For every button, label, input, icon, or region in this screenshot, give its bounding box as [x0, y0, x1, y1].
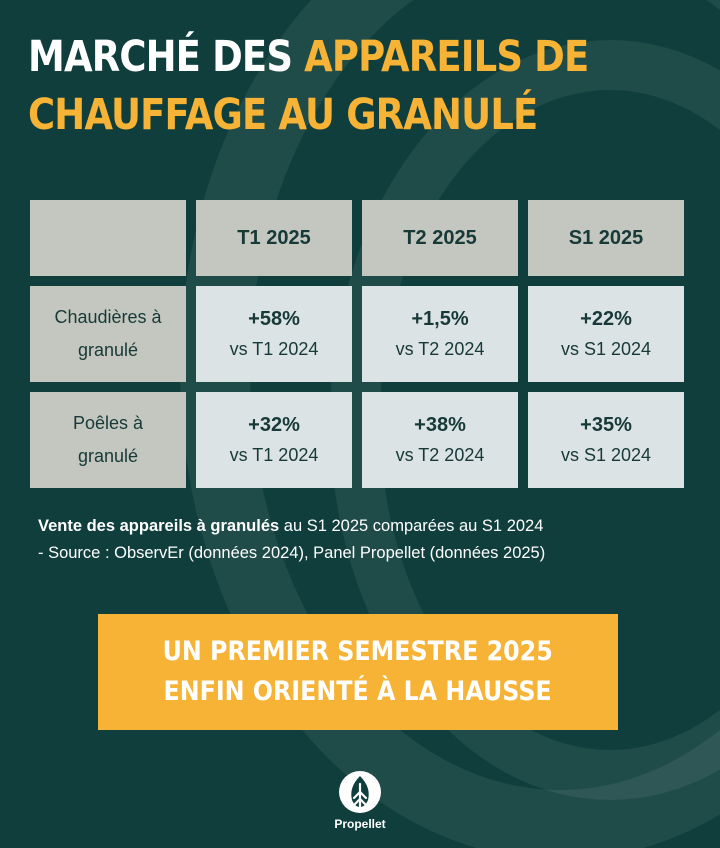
row-label-line1: Chaudières à	[54, 307, 162, 327]
comparison-period: vs S1 2024	[560, 445, 652, 465]
banner-line2: ENFIN ORIENTÉ À LA HAUSSE	[163, 676, 553, 707]
growth-percent: +32%	[248, 414, 300, 436]
caption-bold: Vente des appareils à granulés	[38, 517, 280, 535]
highlight-banner	[98, 614, 618, 730]
table-cell	[362, 286, 518, 382]
growth-percent: +38%	[414, 414, 466, 436]
brand-name: Propellet	[334, 817, 386, 831]
title-part-white: MARCHÉ DES	[28, 32, 305, 82]
comparison-period: vs T1 2024	[229, 445, 319, 465]
title-part-yellow: APPAREILS DE	[304, 32, 589, 82]
comparison-table	[30, 200, 684, 488]
row-label-line2: granulé	[77, 340, 139, 360]
flame-leaf-icon	[338, 770, 382, 814]
comparison-period: vs T2 2024	[395, 445, 485, 465]
comparison-period: vs S1 2024	[560, 339, 652, 359]
comparison-period: vs T1 2024	[229, 339, 319, 359]
row-label-line2: granulé	[77, 446, 139, 466]
caption-source: - Source : ObservEr (données 2024), Panel Propellet (données 2025)	[38, 544, 546, 562]
row-label-line1: Poêles à	[72, 413, 144, 433]
banner-line1: UN PREMIER SEMESTRE 2025	[162, 636, 554, 667]
column-header-s1-2025: S1 2025	[528, 200, 684, 276]
column-header-t1-2025: T1 2025	[196, 200, 352, 276]
table-cell	[528, 286, 684, 382]
title-part-yellow-line2: CHAUFFAGE AU GRANULÉ	[28, 90, 538, 140]
column-header-t2-2025: T2 2025	[362, 200, 518, 276]
propellet-logo	[323, 770, 397, 831]
growth-percent: +58%	[248, 308, 300, 330]
growth-percent: +35%	[580, 414, 632, 436]
table-cell	[362, 392, 518, 488]
table-cell	[196, 286, 352, 382]
source-caption	[38, 513, 698, 567]
table-cell	[196, 392, 352, 488]
caption-rest: au S1 2025 comparées au S1 2024	[279, 517, 544, 535]
table-corner-cell	[30, 200, 186, 276]
table-cell	[528, 392, 684, 488]
comparison-period: vs T2 2024	[395, 339, 485, 359]
page-title	[28, 28, 707, 144]
growth-percent: +22%	[580, 308, 632, 330]
growth-percent: +1,5%	[411, 308, 469, 330]
row-label-poeles	[30, 392, 186, 488]
row-label-chaudieres	[30, 286, 186, 382]
